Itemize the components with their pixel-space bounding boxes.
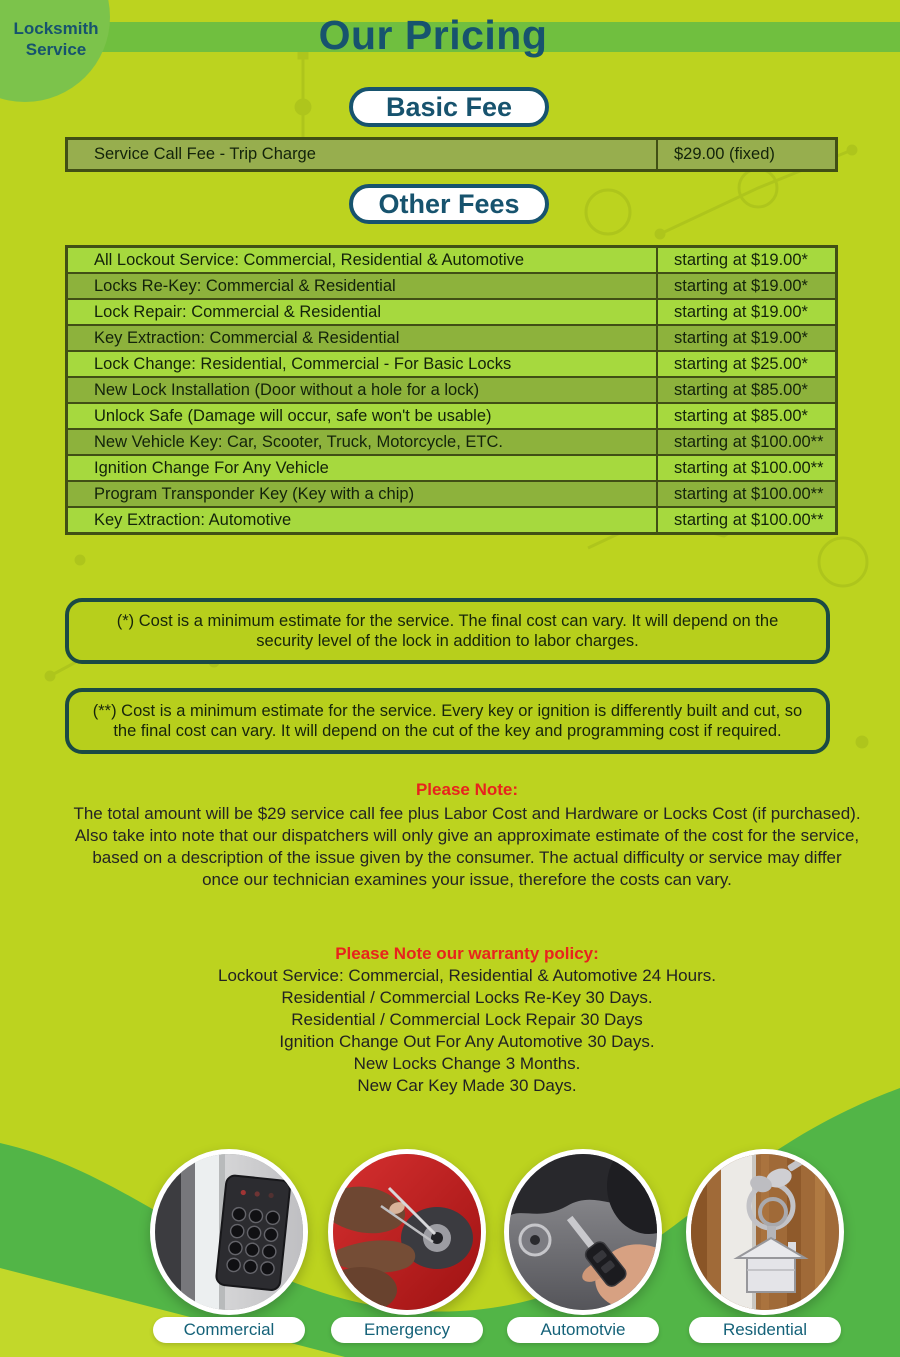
category-circle-emergency — [328, 1149, 486, 1315]
fee-label: Lock Repair: Commercial & Residential — [94, 302, 382, 321]
other-fees-heading: Other Fees — [349, 184, 549, 224]
fee-label: Ignition Change For Any Vehicle — [94, 458, 329, 477]
car-key-ignition-photo — [509, 1154, 657, 1310]
fee-price: starting at $19.00* — [656, 326, 835, 350]
logo-line2: Service — [25, 40, 87, 59]
fee-price: $29.00 (fixed) — [656, 140, 835, 169]
category-label-emergency: Emergency — [331, 1317, 483, 1343]
fee-label: Unlock Safe (Damage will occur, safe won't be usable) — [94, 406, 492, 425]
page-title: Our Pricing — [318, 12, 548, 58]
car-door-lockpick-photo — [333, 1154, 481, 1310]
please-note-body: The total amount will be $29 service call fee plus Labor Cost and Hardware or Locks Cost (if purchased). Also take into note that our dispatchers will only give an approximate estimate of the cost for the service, based on a description of the issue given by the consumer. The actual difficulty or service may differ once our technician examines your issue, therefore the costs can vary. — [73, 804, 861, 889]
fee-price: starting at $85.00* — [656, 378, 835, 402]
warranty-line: Lockout Service: Commercial, Residential & Automotive 24 Hours. — [218, 966, 716, 985]
category-label-commercial: Commercial — [153, 1317, 305, 1343]
fee-label: All Lockout Service: Commercial, Residential & Automotive — [94, 250, 525, 269]
fee-label: Key Extraction: Commercial & Residential — [94, 328, 400, 347]
fee-price: starting at $85.00* — [656, 404, 835, 428]
fee-price: starting at $100.00** — [656, 430, 835, 454]
please-note-heading: Please Note: — [415, 780, 519, 799]
fee-label: New Vehicle Key: Car, Scooter, Truck, Motorcycle, ETC. — [94, 432, 503, 451]
basic-fee-heading: Basic Fee — [349, 87, 549, 127]
fee-label: Locks Re-Key: Commercial & Residential — [94, 276, 396, 295]
warranty-line: New Locks Change 3 Months. — [353, 1054, 581, 1073]
category-circle-residential — [686, 1149, 844, 1315]
fee-label: Key Extraction: Automotive — [94, 510, 292, 529]
fee-label: Lock Change: Residential, Commercial - For Basic Locks — [94, 354, 512, 373]
keypad-lock-photo — [155, 1154, 303, 1310]
category-circle-automotive — [504, 1149, 662, 1315]
category-label-automotive: Automotvie — [507, 1317, 659, 1343]
house-keychain-door-photo — [691, 1154, 839, 1310]
fee-price: starting at $19.00* — [656, 300, 835, 324]
footnote-single-asterisk: (*) Cost is a minimum estimate for the service. The final cost can vary. It will depend on the security level of the lock in addition to labor charges. — [65, 598, 830, 664]
fee-price: starting at $100.00** — [656, 508, 835, 532]
fee-label: New Lock Installation (Door without a hole for a lock) — [94, 380, 480, 399]
fee-price: starting at $100.00** — [656, 456, 835, 480]
fee-price: starting at $100.00** — [656, 482, 835, 506]
logo-line1: Locksmith — [13, 19, 99, 38]
fee-price: starting at $19.00* — [656, 248, 835, 272]
fee-price: starting at $25.00* — [656, 352, 835, 376]
category-circle-commercial — [150, 1149, 308, 1315]
fee-label: Service Call Fee - Trip Charge — [94, 145, 316, 163]
footnote-double-asterisk: (**) Cost is a minimum estimate for the service. Every key or ignition is differently built and cut, so the final cost can vary. It will depend on the cut of the key and programming cost if required. — [65, 688, 830, 754]
warranty-heading: Please Note our warranty policy: — [335, 944, 599, 963]
category-label-residential: Residential — [689, 1317, 841, 1343]
warranty-line: Residential / Commercial Locks Re-Key 30 Days. — [281, 988, 653, 1007]
warranty-line: New Car Key Made 30 Days. — [357, 1076, 577, 1095]
fee-price: starting at $19.00* — [656, 274, 835, 298]
fee-label: Program Transponder Key (Key with a chip) — [94, 484, 415, 503]
warranty-line: Residential / Commercial Lock Repair 30 Days — [291, 1010, 643, 1029]
warranty-line: Ignition Change Out For Any Automotive 30 Days. — [279, 1032, 655, 1051]
